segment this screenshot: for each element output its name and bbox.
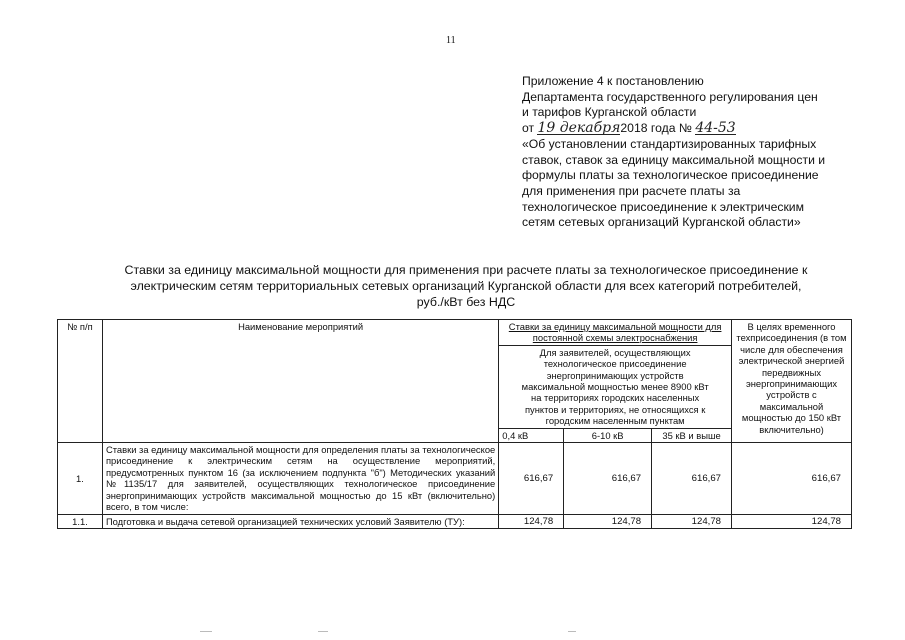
- scan-artifact: [318, 631, 328, 632]
- row-num: 1.1.: [58, 514, 103, 528]
- rates-table: [57, 319, 852, 529]
- handwritten-number: 44-53: [695, 120, 736, 137]
- row-value: 124,78: [652, 514, 732, 528]
- appendix-line: Приложение 4 к постановлению: [522, 74, 704, 88]
- appendix-date-line: [522, 121, 857, 137]
- header-applicants: Для заявителей, осуществляющих технологическое присоединение энергопринимающих устройств максимальной мощностью менее 8900 кВт на территориях городских населенных пунктов и территориях, не относящихся к городским населенным пунктам: [499, 345, 732, 428]
- handwritten-date: 19 декабря: [537, 120, 621, 137]
- table-row: [58, 514, 852, 528]
- row-value: 124,78: [499, 514, 564, 528]
- row-value: 616,67: [499, 443, 564, 514]
- page-number: 11: [446, 35, 456, 46]
- header-voltage-04: 0,4 кВ: [499, 428, 564, 442]
- appendix-line: технологическое присоединение к электрическим: [522, 199, 804, 214]
- title-line: Ставки за единицу максимальной мощности для применения при расчете платы за технологическое присоединение к: [124, 263, 808, 277]
- appendix-line: и тарифов Курганской области: [522, 105, 697, 120]
- row-value: 124,78: [564, 514, 652, 528]
- row-value: 616,67: [564, 443, 652, 514]
- date-prefix: от: [522, 121, 535, 136]
- header-voltage-6-10: 6-10 кВ: [564, 428, 652, 442]
- row-name: Подготовка и выдача сетевой организацией технических условий Заявителю (ТУ):: [102, 514, 498, 528]
- appendix-line: Департамента государственного регулирования цен: [522, 89, 818, 104]
- table-row: [58, 443, 852, 514]
- appendix-line: «Об установлении стандартизированных тарифных: [522, 136, 817, 151]
- header-rates: Ставки за единицу максимальной мощности для постоянной схемы электроснабжения: [499, 320, 732, 346]
- appendix-block: [522, 74, 857, 231]
- header-temporary: В целях временного техприсоединения (в том числе для обеспечения электрической энергией передвижных энергопринимающих устройств с максимальной мощностью до 150 кВт включительно): [732, 320, 852, 443]
- appendix-line: ставок, ставок за единицу максимальной мощности и: [522, 152, 826, 167]
- year-text: 2018 года №: [620, 121, 692, 136]
- row-num: 1.: [58, 443, 103, 514]
- appendix-line: формулы платы за технологическое присоединение: [522, 168, 819, 183]
- appendix-line: для применения при расчете платы за: [522, 183, 741, 198]
- row-name: Ставки за единицу максимальной мощности для определения платы за технологическое присоединение к электрическим сетям на осуществление мероприятий, предусмотренных пунктом 16 (за исключением подпункта "б") Методических указаний №1135/17 для заявителей, осуществляющих технологическое присоединение энергопринимающих устройств максимальной мощностью до 15 кВт (включительно) всего, в том числе:: [102, 443, 498, 514]
- header-num: № п/п: [58, 320, 103, 443]
- appendix-line: сетям сетевых организаций Курганской области»: [522, 215, 801, 230]
- row-value: 124,78: [732, 514, 852, 528]
- document-title: [96, 262, 836, 310]
- header-name: Наименование мероприятий: [102, 320, 498, 443]
- scan-artifact: [568, 631, 576, 632]
- row-value: 616,67: [732, 443, 852, 514]
- title-line: руб./кВт без НДС: [416, 295, 516, 309]
- header-voltage-35: 35 кВ и выше: [652, 428, 732, 442]
- title-line: электрическим сетям территориальных сетевых организаций Курганской области для всех категорий потребителей,: [130, 279, 802, 293]
- row-value: 616,67: [652, 443, 732, 514]
- scan-artifact: [200, 631, 212, 632]
